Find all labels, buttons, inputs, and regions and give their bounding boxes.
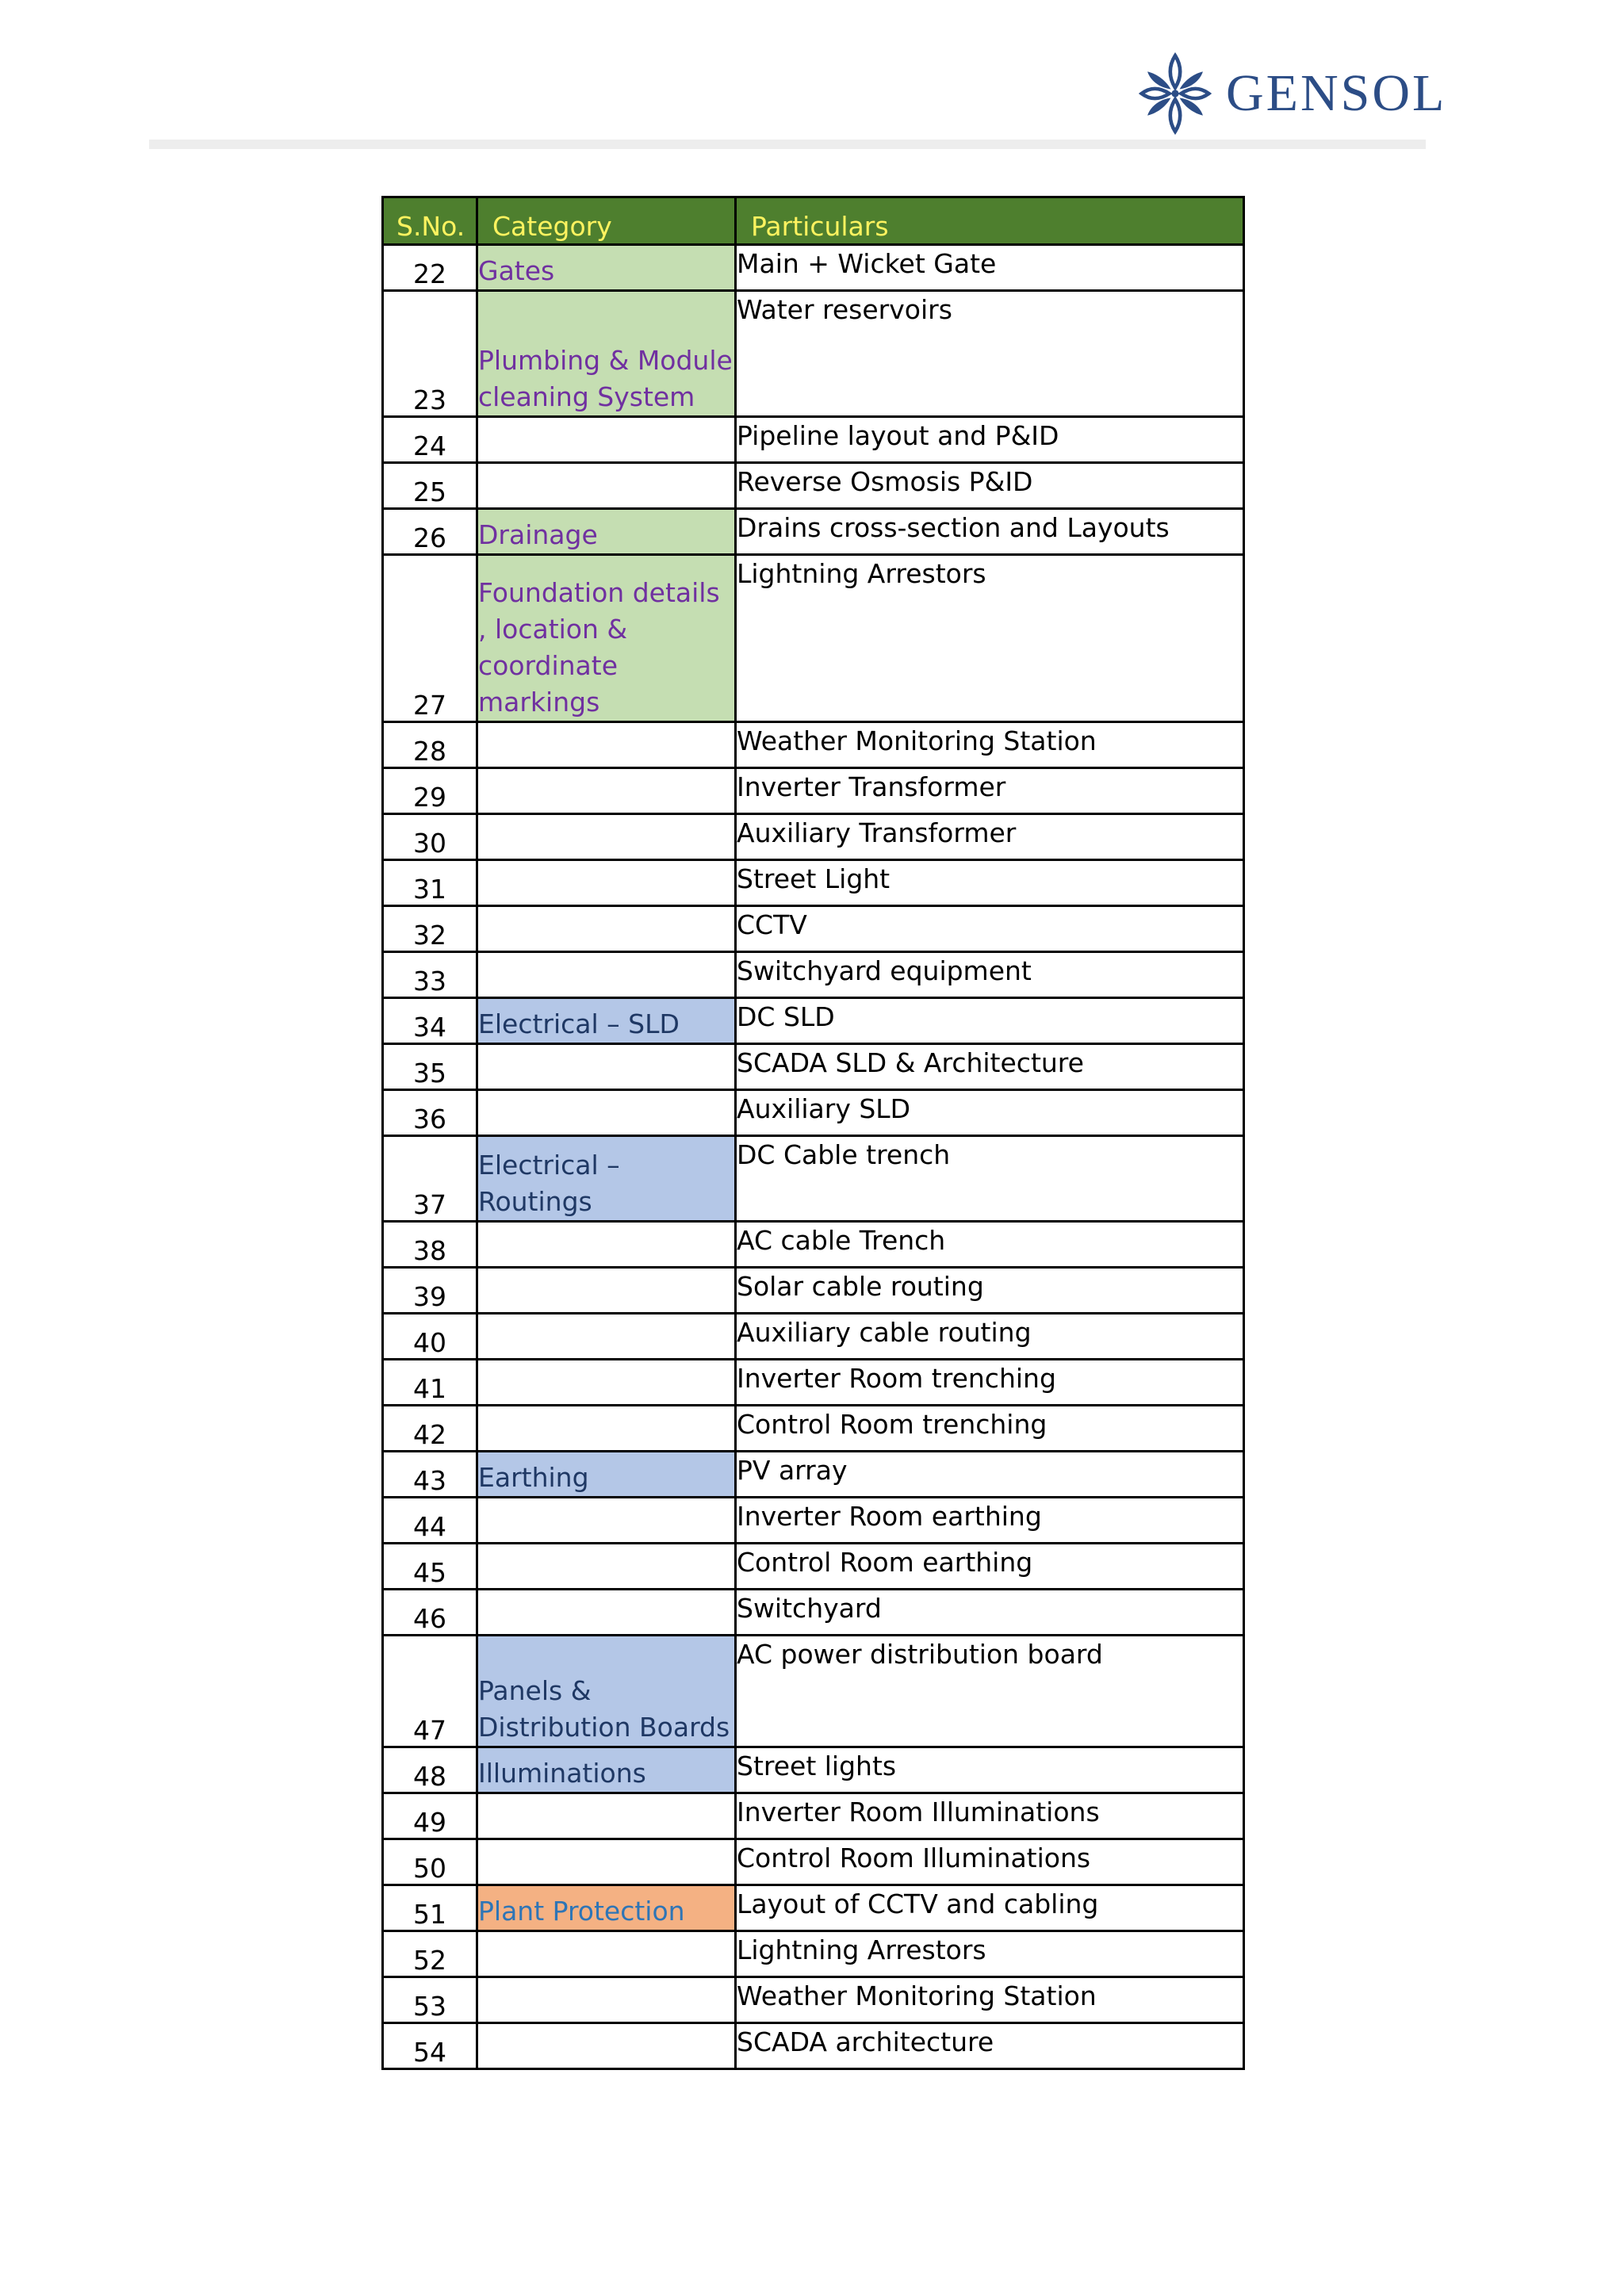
- particulars-cell: Control Room trenching: [736, 1406, 1244, 1452]
- particulars-cell: Lightning Arrestors: [736, 555, 1244, 722]
- sno-cell: 50: [383, 1839, 477, 1885]
- category-cell: Electrical – Routings: [477, 1136, 736, 1222]
- table-row: [383, 906, 1244, 952]
- sno-cell: 39: [383, 1268, 477, 1314]
- sno-cell: 30: [383, 814, 477, 860]
- sno-cell: 24: [383, 417, 477, 463]
- sno-cell: 25: [383, 463, 477, 509]
- table-row: [383, 1268, 1244, 1314]
- category-cell: [477, 463, 736, 509]
- sno-cell: 26: [383, 509, 477, 555]
- category-cell: [477, 860, 736, 906]
- sno-cell: 43: [383, 1452, 477, 1498]
- particulars-cell: Inverter Transformer: [736, 768, 1244, 814]
- table-row: [383, 1590, 1244, 1636]
- particulars-cell: Drains cross-section and Layouts: [736, 509, 1244, 555]
- column-header-particulars: Particulars: [736, 197, 1244, 245]
- category-cell: Illuminations: [477, 1747, 736, 1793]
- category-cell: [477, 1090, 736, 1136]
- category-cell: Earthing: [477, 1452, 736, 1498]
- sno-cell: 31: [383, 860, 477, 906]
- category-cell: Plant Protection: [477, 1885, 736, 1931]
- particulars-cell: Lightning Arrestors: [736, 1931, 1244, 1977]
- particulars-cell: Street Light: [736, 860, 1244, 906]
- particulars-cell: Control Room earthing: [736, 1544, 1244, 1590]
- sno-cell: 35: [383, 1044, 477, 1090]
- sno-cell: 37: [383, 1136, 477, 1222]
- table-row: [383, 1498, 1244, 1544]
- category-cell: [477, 768, 736, 814]
- column-header-category: Category: [477, 197, 736, 245]
- category-cell: [477, 1839, 736, 1885]
- sno-cell: 54: [383, 2023, 477, 2069]
- sno-cell: 36: [383, 1090, 477, 1136]
- category-cell: [477, 1544, 736, 1590]
- sno-cell: 51: [383, 1885, 477, 1931]
- sno-cell: 29: [383, 768, 477, 814]
- table-row: [383, 1839, 1244, 1885]
- category-cell: [477, 2023, 736, 2069]
- particulars-cell: PV array: [736, 1452, 1244, 1498]
- particulars-cell: AC power distribution board: [736, 1636, 1244, 1747]
- sno-cell: 52: [383, 1931, 477, 1977]
- category-cell: Gates: [477, 245, 736, 291]
- category-cell: Plumbing & Module cleaning System: [477, 291, 736, 417]
- sno-cell: 41: [383, 1360, 477, 1406]
- table-row: [383, 555, 1244, 722]
- category-cell: [477, 722, 736, 768]
- sno-cell: 53: [383, 1977, 477, 2023]
- table-row: [383, 1793, 1244, 1839]
- table-row: [383, 1544, 1244, 1590]
- table-row: [383, 417, 1244, 463]
- table-row: [383, 245, 1244, 291]
- particulars-cell: Pipeline layout and P&ID: [736, 417, 1244, 463]
- particulars-cell: CCTV: [736, 906, 1244, 952]
- particulars-cell: Auxiliary Transformer: [736, 814, 1244, 860]
- table-row: [383, 860, 1244, 906]
- brand-logo: [1139, 52, 1446, 135]
- column-header-sno: S.No.: [383, 197, 477, 245]
- particulars-cell: Weather Monitoring Station: [736, 722, 1244, 768]
- particulars-cell: Auxiliary SLD: [736, 1090, 1244, 1136]
- sno-cell: 23: [383, 291, 477, 417]
- table-row: [383, 998, 1244, 1044]
- particulars-cell: Reverse Osmosis P&ID: [736, 463, 1244, 509]
- sno-cell: 46: [383, 1590, 477, 1636]
- brand-name: GENSOL: [1226, 64, 1447, 122]
- table-row: [383, 509, 1244, 555]
- category-cell: [477, 814, 736, 860]
- category-cell: [477, 1360, 736, 1406]
- sno-cell: 45: [383, 1544, 477, 1590]
- particulars-cell: Solar cable routing: [736, 1268, 1244, 1314]
- category-cell: [477, 1268, 736, 1314]
- particulars-cell: Water reservoirs: [736, 291, 1244, 417]
- table-row: [383, 1885, 1244, 1931]
- table-row: [383, 1044, 1244, 1090]
- particulars-cell: DC Cable trench: [736, 1136, 1244, 1222]
- category-cell: [477, 1793, 736, 1839]
- sno-cell: 32: [383, 906, 477, 952]
- table-row: [383, 1222, 1244, 1268]
- sno-cell: 27: [383, 555, 477, 722]
- category-cell: [477, 1406, 736, 1452]
- table-row: [383, 1090, 1244, 1136]
- category-cell: [477, 1590, 736, 1636]
- particulars-cell: Layout of CCTV and cabling: [736, 1885, 1244, 1931]
- particulars-cell: Street lights: [736, 1747, 1244, 1793]
- particulars-cell: Switchyard: [736, 1590, 1244, 1636]
- sno-cell: 47: [383, 1636, 477, 1747]
- particulars-cell: SCADA SLD & Architecture: [736, 1044, 1244, 1090]
- category-cell: [477, 952, 736, 998]
- table-row: [383, 1406, 1244, 1452]
- table-row: [383, 1977, 1244, 2023]
- table-row: [383, 1452, 1244, 1498]
- table-row: [383, 2023, 1244, 2069]
- particulars-cell: Switchyard equipment: [736, 952, 1244, 998]
- category-cell: [477, 1931, 736, 1977]
- table-row: [383, 291, 1244, 417]
- category-cell: Foundation details , location & coordinate markings: [477, 555, 736, 722]
- category-cell: [477, 1222, 736, 1268]
- sno-cell: 49: [383, 1793, 477, 1839]
- particulars-cell: AC cable Trench: [736, 1222, 1244, 1268]
- particulars-cell: Auxiliary cable routing: [736, 1314, 1244, 1360]
- sno-cell: 22: [383, 245, 477, 291]
- category-cell: [477, 1498, 736, 1544]
- category-cell: [477, 1044, 736, 1090]
- sno-cell: 33: [383, 952, 477, 998]
- sno-cell: 40: [383, 1314, 477, 1360]
- sno-cell: 42: [383, 1406, 477, 1452]
- category-cell: Drainage: [477, 509, 736, 555]
- particulars-cell: SCADA architecture: [736, 2023, 1244, 2069]
- table-header-row: [383, 197, 1244, 245]
- particulars-cell: Main + Wicket Gate: [736, 245, 1244, 291]
- category-cell: [477, 417, 736, 463]
- sno-cell: 48: [383, 1747, 477, 1793]
- category-cell: [477, 1314, 736, 1360]
- table-row: [383, 463, 1244, 509]
- table-row: [383, 768, 1244, 814]
- category-cell: [477, 906, 736, 952]
- particulars-cell: Inverter Room earthing: [736, 1498, 1244, 1544]
- table-row: [383, 1747, 1244, 1793]
- particulars-cell: Control Room Illuminations: [736, 1839, 1244, 1885]
- lotus-logo-icon: [1139, 52, 1212, 135]
- table-row: [383, 1314, 1244, 1360]
- drawing-schedule-table: [381, 196, 1245, 2070]
- sno-cell: 38: [383, 1222, 477, 1268]
- table-row: [383, 1360, 1244, 1406]
- particulars-cell: Inverter Room Illuminations: [736, 1793, 1244, 1839]
- table-row: [383, 722, 1244, 768]
- category-cell: [477, 1977, 736, 2023]
- category-cell: Panels & Distribution Boards: [477, 1636, 736, 1747]
- sno-cell: 28: [383, 722, 477, 768]
- sno-cell: 44: [383, 1498, 477, 1544]
- particulars-cell: Weather Monitoring Station: [736, 1977, 1244, 2023]
- table-row: [383, 814, 1244, 860]
- category-cell: Electrical – SLD: [477, 998, 736, 1044]
- header-rule: [149, 140, 1426, 149]
- table-row: [383, 952, 1244, 998]
- sno-cell: 34: [383, 998, 477, 1044]
- table-row: [383, 1636, 1244, 1747]
- particulars-cell: Inverter Room trenching: [736, 1360, 1244, 1406]
- table-row: [383, 1931, 1244, 1977]
- particulars-cell: DC SLD: [736, 998, 1244, 1044]
- table-row: [383, 1136, 1244, 1222]
